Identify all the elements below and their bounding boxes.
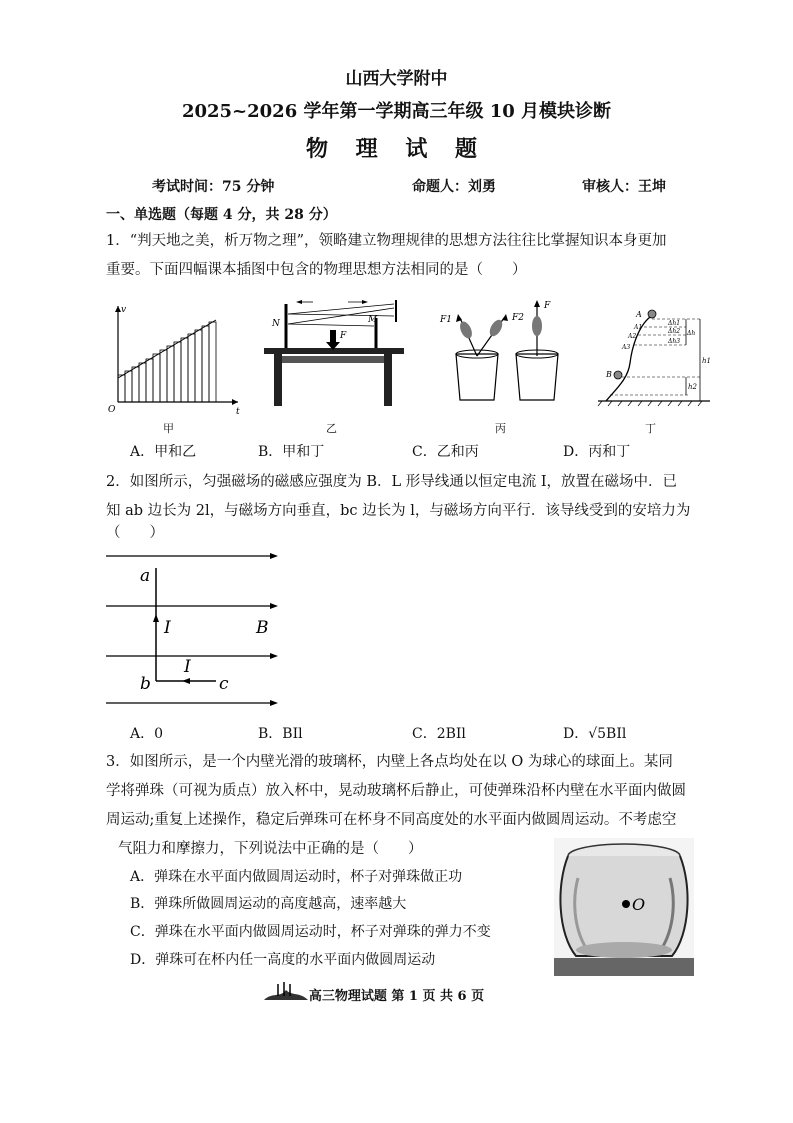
q1-stem-line1: 1．“判天地之美，析万物之理”，领略建立物理规律的思想方法往往比掌握知识本身更加 (106, 233, 667, 249)
bing-f2-label: F2 (512, 313, 524, 323)
question-reviewer: 审核人：王坤 (582, 179, 666, 195)
yi-f-label: F (340, 331, 347, 341)
jia-t-label: t (236, 407, 240, 417)
q3-option-b[interactable]: B．弹珠所做圆周运动的高度越高，速率越大 (130, 896, 407, 912)
q2-option-d[interactable]: D．√5BIl (563, 726, 627, 742)
caption-bing: 丙 (495, 422, 506, 435)
yi-n-label: N (272, 319, 280, 329)
school-name: 山西大学附中 (345, 69, 448, 89)
q1-option-b[interactable]: B．甲和丁 (258, 444, 325, 460)
q2-option-b[interactable]: B．BIl (258, 726, 303, 742)
q3-option-c[interactable]: C．弹珠在水平面内做圆周运动时，杯子对弹珠的弹力不变 (130, 924, 491, 940)
ding-a1-label: A1 (634, 324, 643, 331)
ding-h2-label: h2 (688, 383, 697, 391)
q3-stem-line1: 3．如图所示，是一个内壁光滑的玻璃杯，内壁上各点均处在以 O 为球心的球面上。某同 (106, 754, 673, 770)
q3-stem-line4: 气阻力和摩擦力，下列说法中正确的是（ ） (118, 841, 423, 857)
figure-q3-glass-cup (554, 838, 694, 976)
jia-origin-label: O (108, 405, 116, 415)
ding-b-label: B (606, 370, 612, 379)
q3-center-o-label: O (632, 895, 646, 914)
ding-a-label: A (636, 310, 642, 319)
q2-label-current-vertical: I (164, 618, 171, 638)
ding-a2-label: A2 (628, 333, 637, 340)
section-title: 一、单选题（每题 4 分，共 28 分） (106, 207, 337, 223)
q3-option-a[interactable]: A．弹珠在水平面内做圆周运动时，杯子对弹珠做正功 (130, 869, 463, 885)
subject-title: 物 理 试 题 (306, 136, 487, 162)
q2-label-c: c (219, 674, 229, 694)
q3-stem-line3: 周运动;重复上述操作，稳定后弹珠可在杯身不同高度处的水平面内做圆周运动。不考虑空 (106, 812, 677, 828)
exam-time: 考试时间：75 分钟 (152, 179, 275, 195)
figure-q2-magnetic-field (106, 548, 281, 710)
q2-label-a: a (140, 566, 151, 586)
bing-f-label: F (544, 301, 551, 311)
caption-jia: 甲 (163, 422, 174, 435)
figure-ding (596, 305, 716, 410)
q1-option-c[interactable]: C．乙和丙 (412, 444, 479, 460)
figure-bing (432, 296, 572, 408)
ding-a3-label: A3 (622, 344, 631, 351)
q2-label-b: b (140, 674, 151, 694)
bing-f1-label: F1 (440, 315, 452, 325)
q2-stem-line1: 2．如图所示，匀强磁场的磁感应强度为 B．L 形导线通以恒定电流 I，放置在磁场中．已 (106, 474, 678, 490)
figure-jia (104, 300, 244, 425)
yi-m-label: M (368, 315, 378, 325)
q1-stem-line2: 重要。下面四幅课本插图中包含的物理思想方法相同的是（ ） (106, 262, 527, 278)
q2-option-a[interactable]: A．0 (130, 726, 164, 742)
ding-dh-label: Δh (687, 330, 696, 337)
question-author: 命题人：刘勇 (412, 179, 496, 195)
q2-stem-line2: 知 ab 边长为 2l，与磁场方向垂直，bc 边长为 l，与磁场方向平行．该导线受到的安培力为 (106, 503, 691, 519)
q1-option-d[interactable]: D．丙和丁 (563, 444, 631, 460)
q1-option-a[interactable]: A．甲和乙 (130, 444, 197, 460)
q2-stem-line3: （ ） (106, 525, 164, 541)
q2-option-c[interactable]: C．2BIl (412, 726, 466, 742)
ding-dh2-label: Δh2 (668, 328, 681, 335)
q2-label-field-b: B (256, 618, 269, 638)
ding-dh3-label: Δh3 (668, 338, 681, 345)
q3-stem-line2: 学将弹珠（可视为质点）放入杯中，晃动玻璃杯后静止，可使弹珠沿杯内壁在水平面内做圆 (106, 783, 686, 799)
caption-ding: 丁 (645, 422, 656, 435)
exam-title: 2025~2026 学年第一学期高三年级 10 月模块诊断 (181, 101, 612, 122)
q2-label-current-horizontal: I (184, 657, 191, 677)
page-footer: 高三物理试题 第 1 页 共 6 页 (308, 989, 485, 1004)
q3-option-d[interactable]: D．弹珠可在杯内任一高度的水平面内做圆周运动 (130, 952, 436, 968)
ding-h1-label: h1 (702, 357, 711, 365)
jia-v-label: v (121, 305, 127, 315)
figure-yi (258, 296, 408, 421)
caption-yi: 乙 (326, 422, 337, 435)
ding-dh1-label: Δh1 (668, 320, 681, 327)
